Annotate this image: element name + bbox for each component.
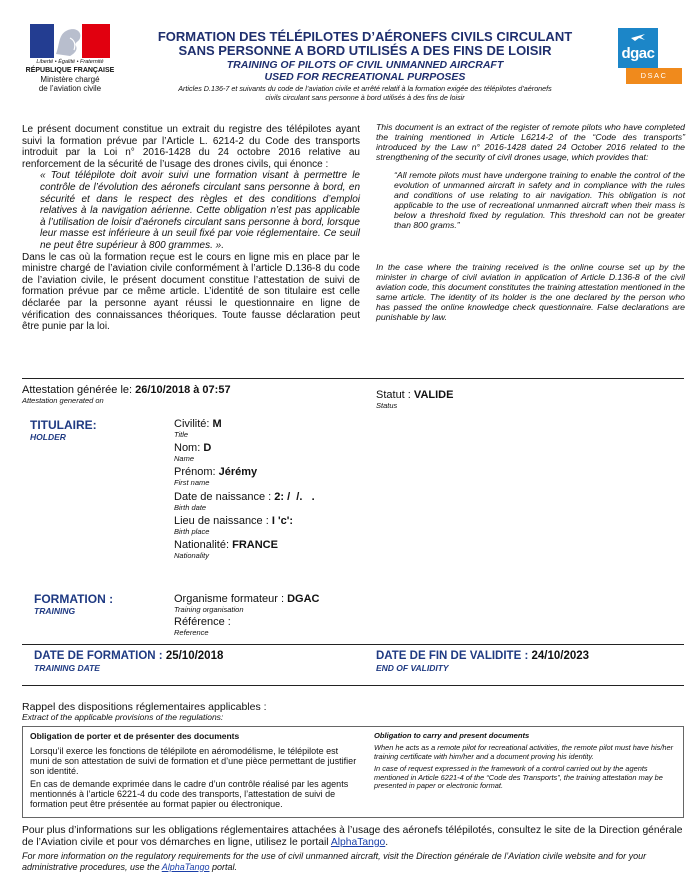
articles-line1: Articles D.136-7 et suivants du code de l’aviation civile et arrêté relatif à la formation exigée des télépilotes d’aéronefs: [178, 84, 552, 93]
training-date-value: 25/10/2018: [165, 650, 224, 662]
holder-title-en: HOLDER: [30, 432, 66, 442]
holder-fields: [174, 418, 474, 563]
republic-label: RÉPUBLIQUE FRANÇAISE: [25, 67, 115, 74]
ministry-line2: de l’aviation civile: [38, 84, 102, 93]
intro-fr: [22, 124, 360, 333]
title-line1: FORMATION DES TÉLÉPILOTES D’AÉRONEFS CIVILS CIRCULANT: [157, 29, 573, 44]
subtitle-line2: USED FOR RECREATIONAL PURPOSES: [264, 70, 466, 83]
firstname-label: Prénom:: [174, 466, 219, 478]
republique-logo: [22, 24, 118, 98]
footer-fr: [22, 825, 684, 848]
field-name: [174, 442, 474, 466]
dsac-text: DSAC: [640, 71, 668, 80]
training-title-en: TRAINING: [34, 606, 76, 616]
alphatango-link-en[interactable]: AlphaTango: [161, 861, 210, 872]
footer-fr-text: Pour plus d’informations sur les obligations réglementaires attachées à l’usage des aéronefs télépilotés, consultez le site de la Direction générale de l’Aviation civile et pour vos démarches en ligne, utilisez le portail: [22, 825, 683, 848]
provisions-fr-p1: Lorsqu’il exerce les fonctions de télépilote en aéromodélisme, le télépilote est muni de son attestation de suivi de formation et d’une pièce permettant de justifier son identité.: [30, 745, 357, 776]
dsac-band: [626, 68, 682, 84]
name-value: D: [203, 442, 212, 454]
motto: Liberté • Égalité • Fraternité: [36, 59, 104, 65]
provisions-fr-p2: En cas de demande exprimée dans le cadre d’un contrôle réalisé par les agents mentionnés à l’article 6221-4 du code des transports, l’attestation de suivi de formation peut être présentée au format papier ou électronique.: [30, 778, 349, 809]
alphatango-link-fr[interactable]: AlphaTango: [330, 836, 386, 848]
validity-date: [376, 650, 589, 673]
birthdate-en: Birth date: [174, 503, 207, 512]
dgac-text: dgac: [621, 45, 655, 62]
birthdate-value: 2: / /. .: [274, 491, 315, 503]
subtitle-line1: TRAINING OF PILOTS OF CIVIL UNMANNED AIRCRAFT: [226, 59, 504, 71]
firstname-value: Jérémy: [218, 466, 258, 478]
nationality-label: Nationalité:: [174, 539, 233, 551]
generated-en: Attestation generated on: [22, 396, 104, 405]
intro-en-quote: “All remote pilots must have undergone training to enable the control of the evolution of unmanned aircraft in safety and in compliance with the rules and conditions of use relating to air navigation. This obligation is not applicable to the use of recreational unmanned aircraft when their mass is below a threshold fixed by regulation. This threshold can not be greater than 800 grams.”: [394, 170, 685, 230]
intro-fr-p2: Dans le cas où la formation reçue est le cours en ligne mis en place par le ministre chargé de l’aviation civile conformément à l’article D.136-8 du code de l’aviation civile, le présent document constitue l’attestation de suivi de formation prévue par ce même article. L’identité de son titulaire est celle déclarée par la personne ayant réussi le questionnaire en ligne de vérification des connaissances théoriques. Toute fausse déclaration peut être punie par la loi.: [22, 251, 360, 333]
divider-dates-bottom: [22, 685, 684, 686]
training-title-fr: FORMATION :: [34, 592, 114, 606]
footer-en-text: For more information on the regulatory requirements for the use of civil unmanned aircraft, visit the Direction générale de l’Aviation civile website and for your administrative procedures, use the: [22, 851, 647, 872]
generated-label: Attestation générée le:: [22, 384, 136, 396]
provisions-en: [374, 731, 684, 791]
civility-label: Civilité:: [174, 418, 213, 430]
training-date-en: TRAINING DATE: [34, 663, 100, 673]
holder-title-fr: TITULAIRE:: [30, 418, 97, 432]
org-value: DGAC: [287, 593, 320, 605]
provisions-en-heading: Obligation to carry and present documents: [374, 731, 530, 740]
org-label: Organisme formateur :: [174, 593, 288, 605]
intro-en: [376, 122, 685, 322]
provisions-title-fr: Rappel des dispositions réglementaires applicables :: [22, 701, 267, 713]
intro-fr-quote: « Tout télépilote doit avoir suivi une formation visant à permettre le contrôle de l’évolution des aéronefs circulant sans personne à bord, en sécurité et dans le respect des règles et des conditions d’emploi relatives à la navigation aérienne. Cette obligation n’est pas applicable à l’utilisation de loisir d’aéronefs circulant sans personne à bord, lorsque leur masse est inférieure à un seuil fixé par voie réglementaire. Ce seuil ne peut être supérieur à 800 grammes. ».: [40, 170, 360, 251]
generated-value: 26/10/2018 à 07:57: [135, 384, 231, 396]
birthplace-value: I 'c':: [271, 515, 293, 527]
training-title: [34, 593, 113, 616]
field-birthplace: [174, 515, 474, 539]
holder-title: [30, 419, 97, 442]
status: [376, 389, 453, 410]
footer-fr-end: .: [385, 836, 389, 848]
footer-en-end: portal.: [209, 861, 237, 872]
provisions-title-en: Extract of the applicable provisions of the regulations:: [22, 712, 224, 722]
marianne-icon: [30, 24, 110, 58]
field-birthdate: [174, 491, 474, 515]
provisions-title: [22, 701, 267, 722]
provisions-fr: [30, 731, 358, 809]
intro-fr-p1: Le présent document constitue un extrait du registre des télépilotes ayant suivi la formation prévue par l’Article L. 6214-2 du Code des transports introduit par la Loi n° 2016-1428 du 24 octobre 2016 relative au renforcement de la sécurité de l’usage des drones civils, qui énonce :: [22, 124, 360, 170]
field-civility: [174, 418, 474, 442]
nationality-value: FRANCE: [232, 539, 278, 551]
ref-en: Reference: [174, 628, 209, 637]
provisions-en-p1: When he acts as a remote pilot for recreational activities, the remote pilot must have his/her training certificate with him/her and a document proving his identity.: [374, 743, 674, 761]
validity-date-value: 24/10/2023: [531, 650, 590, 662]
status-label: Statut :: [376, 389, 414, 401]
intro-en-p1: This document is an extract of the register of remote pilots who have completed the training mentioned in Article L6214-2 of the “Code des transports” introduced by the Law n° 2016-1428 dated 24 October 2016 related to the strengthening of the security of civil drones usage, which provides that:: [376, 122, 685, 162]
org-en: Training organisation: [174, 605, 244, 614]
training-date: [34, 650, 223, 673]
training-fields: [174, 593, 474, 637]
dgac-block: [618, 28, 658, 68]
birthplace-en: Birth place: [174, 527, 210, 536]
title-line2: SANS PERSONNE A BORD UTILISÉS A DES FINS DE LOISIR: [178, 43, 552, 58]
field-reference: [174, 616, 474, 637]
field-firstname: [174, 466, 474, 491]
articles-line2: civils circulant sans personne à bord utilisés à des fins de loisir: [265, 92, 465, 102]
provisions-fr-heading: Obligation de porter et de présenter des documents: [30, 731, 240, 741]
civility-value: M: [212, 418, 222, 430]
footer-en: [22, 851, 684, 872]
attestation-generated: [22, 384, 231, 405]
field-nationality: [174, 539, 474, 563]
firstname-en: First name: [174, 478, 210, 487]
birthplace-label: Lieu de naissance :: [174, 515, 272, 527]
training-date-label: DATE DE FORMATION :: [34, 650, 166, 662]
dgac-logo: [618, 28, 682, 86]
birthdate-label: Date de naissance :: [174, 491, 275, 503]
ministry-line1: Ministère chargé: [40, 75, 100, 84]
document-header: [120, 30, 610, 102]
intro-en-p2: In the case where the training received is the online course set up by the minister in charge of civil aviation in application of Article D.136-8 of the civil aviation code, this document constitutes the training attestation mentioned in the same article. The identity of its holder is the one declared by the person who has passed the online knowledge check questionnaire. False declarations are punishable by law.: [376, 262, 685, 322]
validity-date-en: END OF VALIDITY: [376, 663, 449, 673]
plane-icon: [631, 32, 645, 42]
status-en: Status: [376, 401, 398, 410]
civility-en: Title: [174, 430, 189, 439]
nationality-en: Nationality: [174, 551, 210, 560]
validity-date-label: DATE DE FIN DE VALIDITE :: [376, 650, 532, 662]
divider-top: [22, 378, 684, 379]
name-en: Name: [174, 454, 195, 463]
name-label: Nom:: [174, 442, 204, 454]
provisions-en-p2: In case of request expressed in the framework of a control carried out by the agents mentioned in Article 6221-4 of the “Code des Transports”, the training attestation may be presented in paper or electronic format.: [374, 764, 663, 790]
ref-label: Référence :: [174, 616, 231, 628]
divider-dates-top: [22, 644, 684, 645]
status-value: VALIDE: [413, 389, 454, 401]
field-organisation: [174, 593, 474, 616]
